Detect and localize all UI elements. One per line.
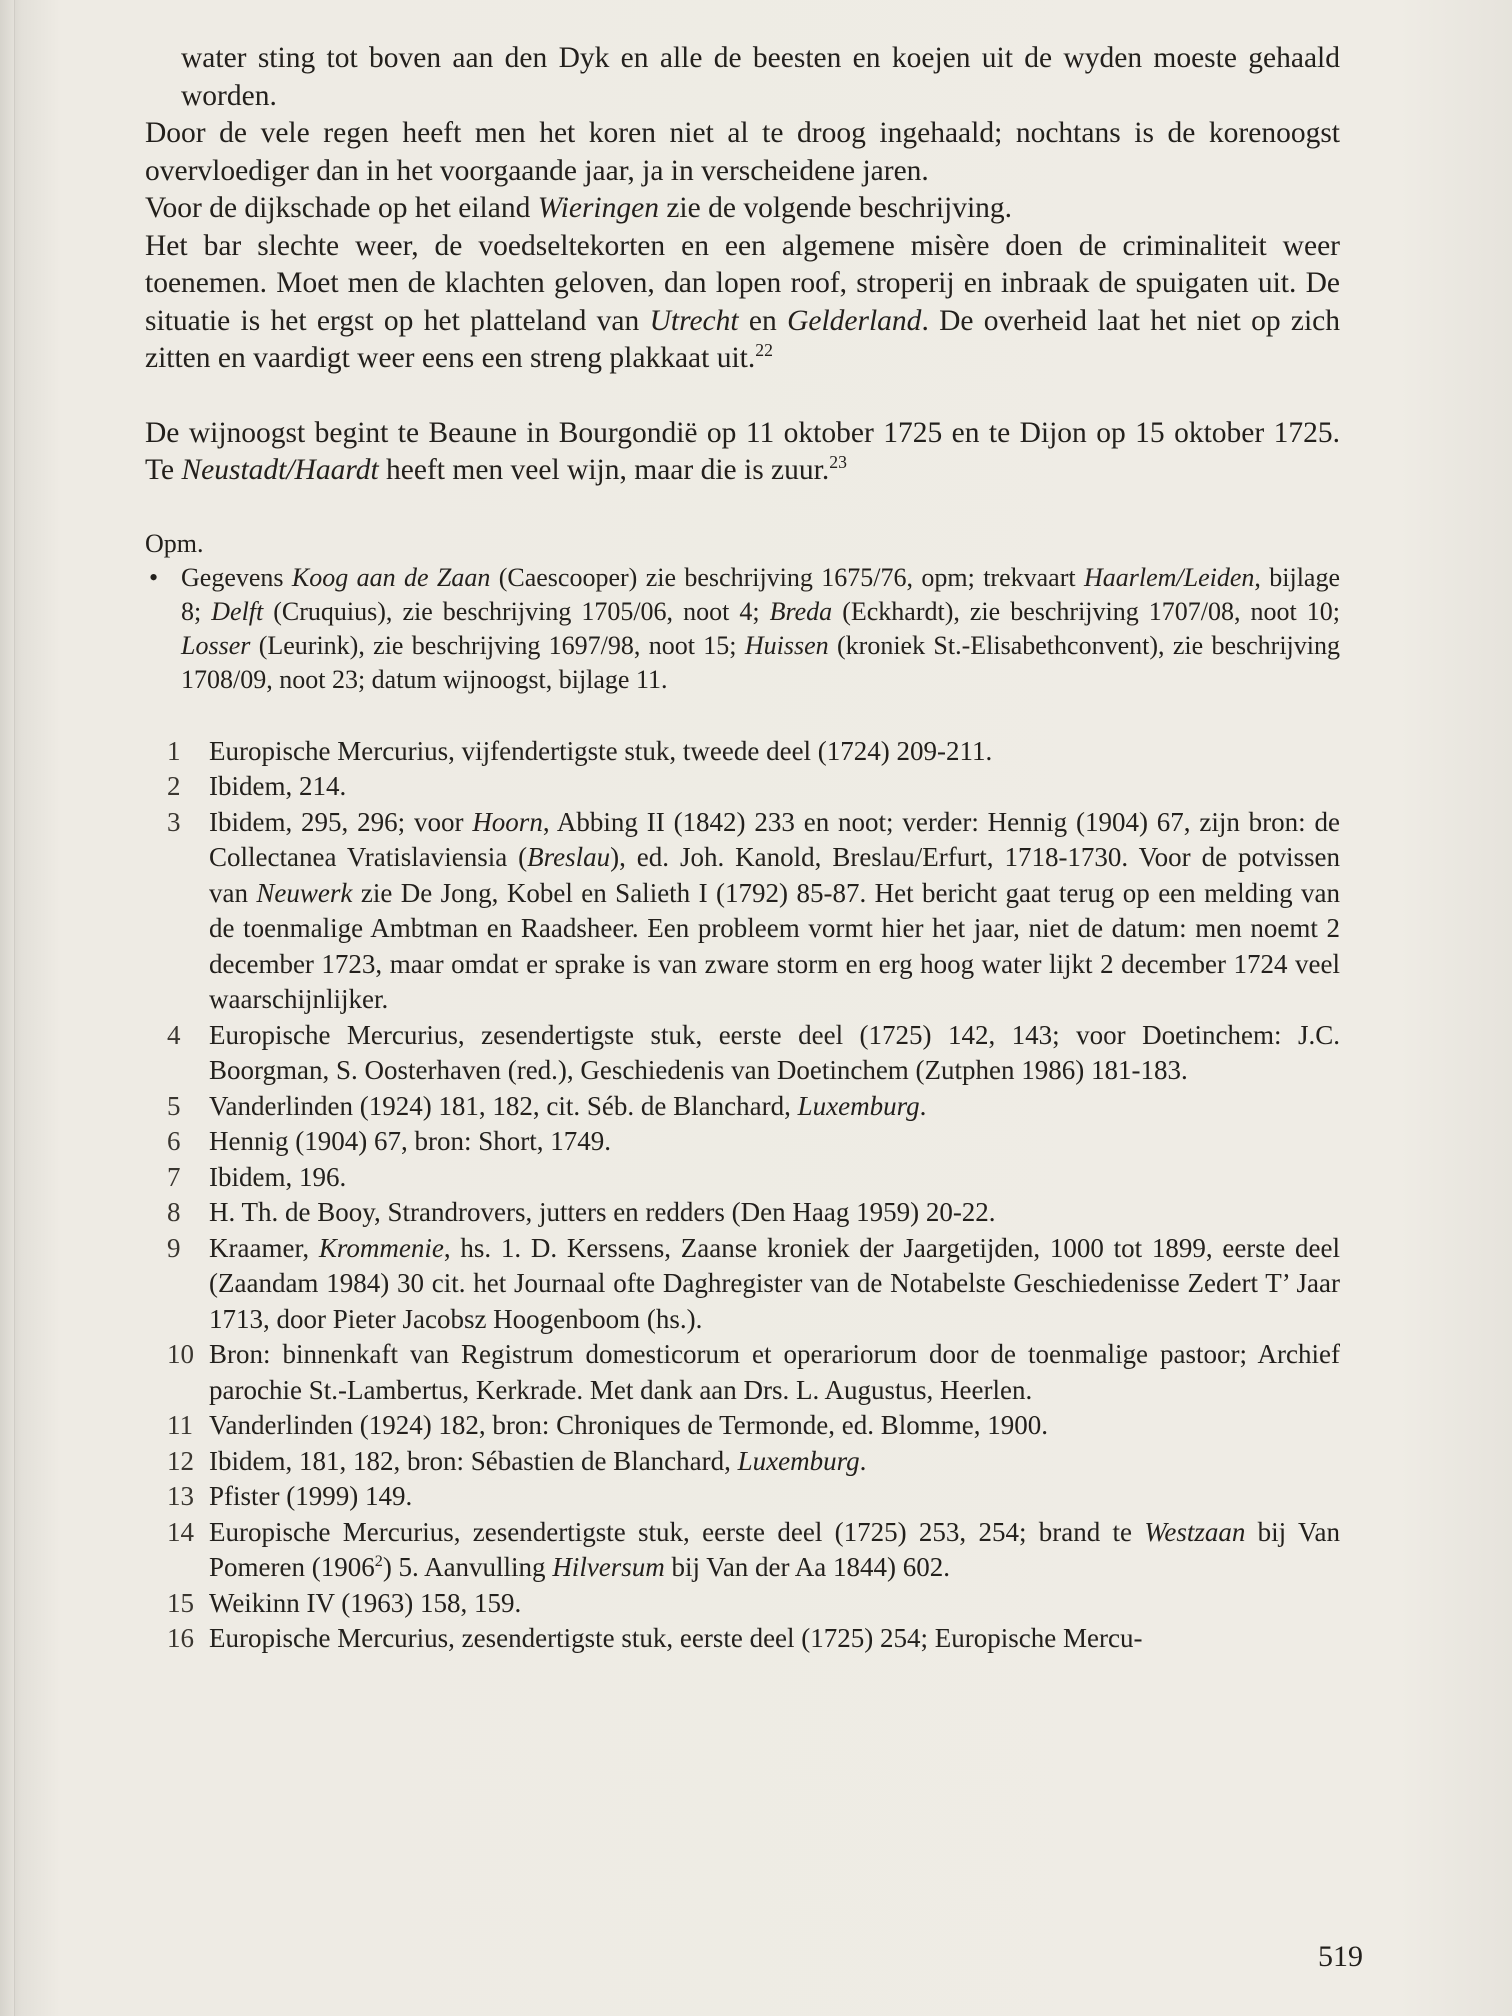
- footnote: [145, 734, 1340, 770]
- paragraph-harvest: [145, 115, 1340, 190]
- text-run: Gegevens: [181, 562, 292, 592]
- text-run: ), ed. Joh. Kanold, Breslau/Erfurt, 1718-1730. Voor de potvissen van: [209, 842, 1340, 908]
- continued-quote: [145, 40, 1340, 115]
- place-name: Losser: [181, 630, 251, 660]
- footnote-text: Vanderlinden (1924) 182, bron: Chroniques de Termonde, ed. Blomme, 1900.: [209, 1410, 1048, 1440]
- text-run: (Caescooper) zie beschrijving 1675/76, opm; trekvaart: [490, 562, 1084, 592]
- footnote-number: 11: [167, 1410, 193, 1440]
- footnote-number: 13: [167, 1481, 194, 1511]
- footnote: [145, 805, 1340, 1018]
- spacer: [145, 697, 1340, 734]
- place-name: Breda: [769, 596, 833, 626]
- text-run: , Abbing II (1842) 233 en noot; verder: Hennig (1904) 67, zijn bron: de Collectanea Vratislaviensia (: [209, 806, 1340, 872]
- bullet-icon: •: [149, 562, 159, 592]
- footnote-number: 15: [167, 1587, 194, 1618]
- footnote: [145, 1195, 1340, 1231]
- text-run: (kroniek St.-Elisabethconvent), zie beschrijving 1708/09, noot 23; datum wijnoogst, bijlage 11.: [181, 630, 1341, 694]
- footnote-number: 5: [167, 1090, 181, 1121]
- text-run: zie De Jong, Kobel en Salieth I (1792) 85-87. Het bericht gaat terug op een melding van de toenmalige Ambtman en Raadsheer. Een probleem vormt hier het jaar, niet de datum: men noemt 2 december 1723, maar omdat er sprake is van zware storm en erg hoog water lijkt 2 december 1724 veel waarschijnlijker.: [209, 877, 1340, 1014]
- footnote-text: [209, 1515, 1340, 1586]
- footnote-number: 9: [167, 1232, 181, 1263]
- footnote: [145, 1231, 1340, 1338]
- opm-label: Opm.: [145, 528, 204, 558]
- footnote-text: [209, 1231, 1340, 1338]
- footnote-text: Bron: binnenkaft van Registrum domesticorum et operariorum door de toenmalige pastoor; Archief parochie St.-Lambertus, Kerkrade. Met dank aan Drs. L. Augustus, Heerlen.: [209, 1339, 1340, 1405]
- text-run: zie de volgende beschrijving.: [658, 192, 1013, 224]
- place-name: Breslau: [527, 842, 611, 872]
- footnote: [145, 769, 1340, 805]
- place-name: Neuwerk: [256, 877, 353, 908]
- footnote-number: 1: [167, 735, 181, 766]
- place-name: Gelderland: [787, 304, 922, 337]
- text-run: , bijlage 8;: [181, 562, 1340, 626]
- footnote: [145, 1160, 1340, 1196]
- text-run: .: [859, 1445, 867, 1476]
- place-name: Delft: [211, 596, 264, 626]
- footnote-text: Europische Mercurius, zesendertigste stuk, eerste deel (1725) 254; Europische Mercu-: [209, 1623, 1143, 1653]
- text-column: [145, 40, 1340, 1657]
- place-name: Haarlem/Leiden: [1083, 562, 1255, 592]
- text-run: Ibidem, 181, 182, bron: Sébastien de Blanchard,: [209, 1445, 738, 1476]
- footnote-text: Ibidem, 196.: [209, 1161, 347, 1192]
- footnote-text: Ibidem, 214.: [209, 771, 347, 801]
- text-run: (Cruquius), zie beschrijving 1705/06, noot 4;: [263, 596, 770, 626]
- text-run: De wijnoogst begint te Beaune in Bourgondië op 11 oktober 1725 en te Dijon op 15 oktober 1725. Te: [145, 416, 1340, 486]
- footnote-number: 12: [167, 1445, 194, 1476]
- text-run: Het bar slechte weer, de voedseltekorten en een algemene misère doen de criminaliteit weer toenemen. Moet men de klachten geloven, dan lopen roof, stroperij en inbraak de spuigaten uit. De situatie is het ergst op het platteland van: [145, 229, 1340, 337]
- footnote-ref: 22: [755, 340, 773, 361]
- place-name: Utrecht: [649, 304, 739, 337]
- page-number: 519: [1318, 1940, 1363, 1973]
- text-run: Kraamer,: [209, 1232, 319, 1263]
- paragraph-harvest-text: Door de vele regen heeft men het koren niet al te droog ingehaald; nochtans is de korenoogst overvloediger dan in het voorgaande jaar, ja in verscheidene jaren.: [145, 117, 1340, 187]
- footnote-text: Europische Mercurius, vijfendertigste stuk, tweede deel (1724) 209-211.: [209, 735, 993, 766]
- footnote-text: Weikinn IV (1963) 158, 159.: [209, 1587, 522, 1618]
- continued-quote-text: water sting tot boven aan den Dyk en alle de beesten en koejen uit de wyden moeste gehaald worden.: [181, 42, 1340, 112]
- footnote-text: [209, 1444, 1340, 1480]
- text-run: Europische Mercurius, zesendertigste stuk, eerste deel (1725) 253, 254; brand te: [209, 1516, 1145, 1547]
- footnotes-list: [145, 734, 1340, 1657]
- spacer: [145, 378, 1340, 415]
- footnote: [145, 1444, 1340, 1480]
- paragraph-criminality: [145, 228, 1340, 378]
- text-run: bij Van Pomeren (1906: [209, 1516, 1340, 1582]
- footnote-number: 16: [167, 1623, 194, 1653]
- footnote-number: 14: [167, 1516, 194, 1547]
- text-run: Vanderlinden (1924) 181, 182, cit. Séb. de Blanchard,: [209, 1090, 798, 1121]
- footnote: [145, 1515, 1340, 1586]
- place-name: Koog aan de Zaan: [291, 562, 491, 592]
- footnote-text: [209, 1089, 1340, 1125]
- footnote-number: 3: [167, 806, 181, 837]
- place-name: Westzaan: [1144, 1516, 1246, 1547]
- text-run: . De overheid laat het niet op zich zitten en vaardigt weer eens een streng plakkaat uit.: [145, 304, 1341, 374]
- text-run: , hs. 1. D. Kerssens, Zaanse kroniek der Jaargetijden, 1000 tot 1899, eerste deel (Zaandam 1984) 30 cit. het Journaal ofte Daghregister van de Notabelste Geschiedenisse Zedert T’ Jaar 1713, door Pieter Jacobsz Hoogenboom (hs.).: [209, 1232, 1341, 1334]
- footnote: [145, 1089, 1340, 1125]
- superscript: 2: [374, 1552, 383, 1570]
- footnote: [145, 1621, 1340, 1657]
- text-run: en: [738, 304, 788, 337]
- text-run: .: [919, 1090, 927, 1121]
- footnote-number: 10: [167, 1339, 194, 1369]
- footnote-number: 6: [167, 1126, 181, 1156]
- footnote-text: H. Th. de Booy, Strandrovers, jutters en redders (Den Haag 1959) 20-22.: [209, 1197, 996, 1227]
- place-name: Luxemburg: [797, 1090, 920, 1121]
- footnote-text: Pfister (1999) 149.: [209, 1481, 413, 1511]
- footnote-number: 7: [167, 1161, 181, 1192]
- footnote-number: 2: [167, 771, 181, 801]
- text-run: (Eckhardt), zie beschrijving 1707/08, noot 10;: [832, 596, 1340, 626]
- footnote: [145, 1408, 1340, 1444]
- footnote-text: [209, 805, 1340, 1018]
- text-run: Voor de dijkschade op het eiland: [145, 192, 538, 224]
- footnote: [145, 1337, 1340, 1408]
- text-run: ) 5. Aanvulling: [382, 1552, 553, 1582]
- footnote-ref: 23: [829, 452, 847, 473]
- footnote: [145, 1124, 1340, 1160]
- footnote-number: 8: [167, 1197, 181, 1227]
- place-name: Wieringen: [537, 192, 659, 224]
- spacer: [145, 490, 1340, 527]
- footnote-text: Hennig (1904) 67, bron: Short, 1749.: [209, 1126, 611, 1156]
- paragraph-dike-damage: [145, 190, 1340, 228]
- text-run: Ibidem, 295, 296; voor: [209, 806, 473, 837]
- paragraph-wine-harvest: [145, 415, 1340, 490]
- text-run: bij Van der Aa 1844) 602.: [664, 1552, 951, 1582]
- footnote-text: Europische Mercurius, zesendertigste stuk, eerste deel (1725) 142, 143; voor Doetinchem: J.C. Boorgman, S. Oosterhaven (red.), Geschiedenis van Doetinchem (Zutphen 1986) 181-183.: [209, 1019, 1340, 1085]
- place-name: Neustadt/Haardt: [181, 454, 379, 486]
- footnote: [145, 1018, 1340, 1089]
- facing-page-edge: [0, 0, 15, 2016]
- opm-bullet-item: [145, 561, 1340, 697]
- text-run: (Leurink), zie beschrijving 1697/98, noot 15;: [250, 630, 745, 660]
- place-name: Hilversum: [552, 1552, 665, 1582]
- footnote: [145, 1586, 1340, 1622]
- place-name: Hoorn: [472, 806, 543, 837]
- footnote-number: 4: [167, 1019, 181, 1050]
- text-run: heeft men veel wijn, maar die is zuur.: [378, 454, 830, 486]
- footnote: [145, 1479, 1340, 1515]
- place-name: Huissen: [744, 630, 829, 660]
- place-name: Krommenie: [318, 1232, 444, 1263]
- place-name: Luxemburg: [737, 1445, 860, 1476]
